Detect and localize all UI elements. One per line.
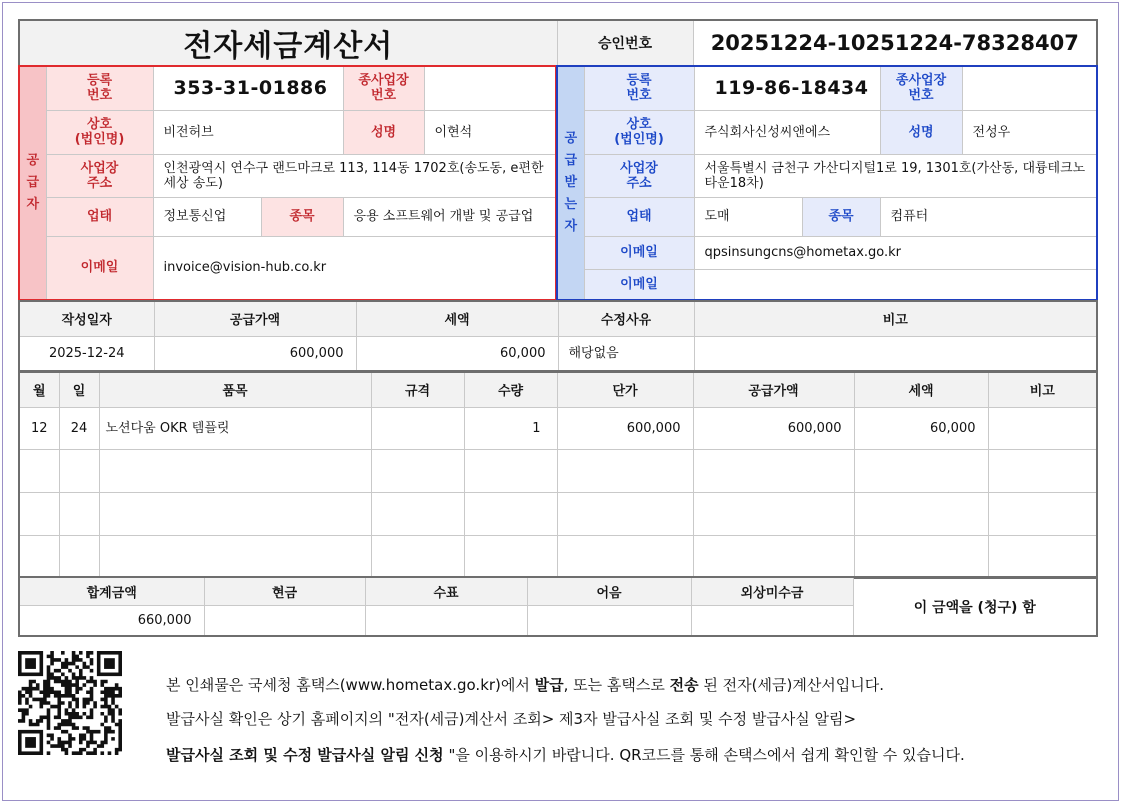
table-row [19, 492, 1097, 535]
items-header-unit-price: 단가 [557, 372, 693, 407]
buyer-item-value: 컴퓨터 [880, 197, 1097, 236]
item-month [19, 449, 59, 492]
item-unit-price [557, 535, 693, 578]
buyer-side-label [557, 66, 584, 300]
table-row [19, 535, 1097, 578]
buyer-email-value: qpsinsungcns@hometax.go.kr [694, 236, 1097, 269]
buyer-name-value: 전성우 [962, 110, 1097, 154]
supplier-reg-number: 353-31-01886 [153, 66, 343, 110]
summary-reason: 해당없음 [558, 336, 694, 371]
supplier-company-value: 비전허브 [153, 110, 343, 154]
summary-header-note: 비고 [694, 301, 1097, 336]
claim-text: 이 금액을 (청구) 함 [853, 577, 1097, 636]
buyer-table [556, 65, 1098, 301]
item-supply: 600,000 [693, 407, 854, 449]
supplier-type-label: 업태 [46, 197, 153, 236]
buyer-email2-value [694, 269, 1097, 300]
item-month [19, 492, 59, 535]
buyer-side-char-3: 받 [564, 175, 578, 190]
totals-table [18, 576, 1098, 637]
page-title: 전자세금계산서 [19, 20, 557, 66]
item-name [99, 492, 371, 535]
supplier-address-label: 사업장 주소 [46, 154, 153, 197]
totals-note [527, 605, 691, 636]
item-tax: 60,000 [854, 407, 988, 449]
item-note [988, 449, 1097, 492]
item-supply [693, 449, 854, 492]
item-qty [464, 535, 557, 578]
item-qty [464, 449, 557, 492]
buyer-company-value: 주식회사신성씨앤에스 [694, 110, 880, 154]
supplier-item-label: 종목 [261, 197, 343, 236]
items-header-tax: 세액 [854, 372, 988, 407]
supplier-address-value: 인천광역시 연수구 랜드마크로 113, 114동 1702호(송도동, e편한세상 송도) [153, 154, 556, 197]
items-table [18, 371, 1098, 579]
buyer-company-label: 상호 (법인명) [584, 110, 694, 154]
item-day [59, 492, 99, 535]
summary-tax: 60,000 [356, 336, 558, 371]
item-note [988, 492, 1097, 535]
summary-header-reason: 수정사유 [558, 301, 694, 336]
footer-text: 된 전자(세금)계산서입니다. [698, 676, 885, 694]
item-unit-price: 600,000 [557, 407, 693, 449]
footer-bold-send: 전송 [669, 676, 699, 694]
supplier-email-label: 이메일 [46, 236, 153, 300]
supplier-email-value: invoice@vision-hub.co.kr [153, 236, 556, 300]
supplier-side-char-3: 자 [26, 197, 40, 212]
footer-line-1 [166, 676, 884, 694]
item-note [988, 407, 1097, 449]
item-spec [371, 492, 464, 535]
item-supply [693, 535, 854, 578]
item-day [59, 535, 99, 578]
approval-number: 20251224-10251224-78328407 [693, 20, 1097, 66]
items-header-day: 일 [59, 372, 99, 407]
buyer-branch-label: 종사업장 번호 [880, 66, 962, 110]
totals-header-check: 수표 [365, 577, 527, 605]
items-header-spec: 규격 [371, 372, 464, 407]
supplier-name-value: 이현석 [424, 110, 556, 154]
buyer-branch-value [962, 66, 1097, 110]
item-spec [371, 535, 464, 578]
qr-code-icon [18, 651, 122, 755]
item-qty [464, 492, 557, 535]
supplier-side-label [19, 66, 46, 300]
items-header-qty: 수량 [464, 372, 557, 407]
footer-bold-issue: 발급 [534, 676, 564, 694]
supplier-reg-label: 등록 번호 [46, 66, 153, 110]
item-name [99, 535, 371, 578]
totals-sum: 660,000 [19, 605, 204, 636]
items-header-note: 비고 [988, 372, 1097, 407]
item-note [988, 535, 1097, 578]
approval-label: 승인번호 [557, 20, 693, 66]
buyer-side-char-5: 자 [564, 219, 578, 234]
item-unit-price [557, 492, 693, 535]
totals-header-cash: 현금 [204, 577, 365, 605]
buyer-reg-label: 등록 번호 [584, 66, 694, 110]
item-day [59, 449, 99, 492]
summary-header-tax: 세액 [356, 301, 558, 336]
item-spec [371, 449, 464, 492]
totals-header-credit: 외상미수금 [691, 577, 853, 605]
summary-header-supply: 공급가액 [154, 301, 356, 336]
summary-note [694, 336, 1097, 371]
items-header-month: 월 [19, 372, 59, 407]
buyer-address-label: 사업장 주소 [584, 154, 694, 197]
supplier-side-char-1: 공 [26, 153, 40, 168]
supplier-type-value: 정보통신업 [153, 197, 261, 236]
buyer-address-value: 서울특별시 금천구 가산디지털1로 19, 1301호(가산동, 대륭테크노타운18차) [694, 154, 1097, 197]
item-month: 12 [19, 407, 59, 449]
totals-cash [204, 605, 365, 636]
buyer-email-label: 이메일 [584, 236, 694, 269]
table-row [19, 449, 1097, 492]
supplier-company-label: 상호 (법인명) [46, 110, 153, 154]
items-header-supply: 공급가액 [693, 372, 854, 407]
buyer-name-label: 성명 [880, 110, 962, 154]
summary-supply: 600,000 [154, 336, 356, 371]
buyer-type-value: 도매 [694, 197, 802, 236]
supplier-branch-value [424, 66, 556, 110]
item-unit-price [557, 449, 693, 492]
footer-bold-request: 발급사실 조회 및 수정 발급사실 알림 신청 [166, 746, 444, 764]
totals-credit [691, 605, 853, 636]
buyer-email2-label: 이메일 [584, 269, 694, 300]
supplier-table [18, 65, 557, 301]
supplier-item-value: 응용 소프트웨어 개발 및 공급업 [343, 197, 556, 236]
summary-table [18, 300, 1098, 372]
footer-line-2: 발급사실 확인은 상기 홈페이지의 "전자(세금)계산서 조회> 제3자 발급사실 조회 및 수정 발급사실 알림> [166, 710, 857, 728]
item-supply [693, 492, 854, 535]
item-day: 24 [59, 407, 99, 449]
item-tax [854, 492, 988, 535]
footer-text: 본 인쇄물은 국세청 홈택스(www.hometax.go.kr)에서 [166, 676, 535, 694]
table-row [19, 407, 1097, 449]
item-tax [854, 449, 988, 492]
title-table [18, 19, 1098, 67]
buyer-side-char-4: 는 [564, 197, 578, 212]
footer-line-3 [166, 746, 965, 764]
summary-header-date: 작성일자 [19, 301, 154, 336]
item-spec [371, 407, 464, 449]
supplier-name-label: 성명 [343, 110, 424, 154]
footer-text: , 또는 홈택스로 [563, 676, 670, 694]
summary-date: 2025-12-24 [19, 336, 154, 371]
item-tax [854, 535, 988, 578]
items-header-item: 품목 [99, 372, 371, 407]
totals-header-sum: 합계금액 [19, 577, 204, 605]
item-month [19, 535, 59, 578]
footer-text: "을 이용하시기 바랍니다. QR코드를 통해 손택스에서 쉽게 확인할 수 있습니다. [443, 746, 965, 764]
totals-check [365, 605, 527, 636]
supplier-side-char-2: 급 [26, 175, 40, 190]
item-name: 노션다움 OKR 템플릿 [99, 407, 371, 449]
item-qty: 1 [464, 407, 557, 449]
buyer-side-char-1: 공 [564, 131, 578, 146]
buyer-reg-number: 119-86-18434 [694, 66, 880, 110]
buyer-item-label: 종목 [802, 197, 880, 236]
supplier-branch-label: 종사업장 번호 [343, 66, 424, 110]
buyer-type-label: 업태 [584, 197, 694, 236]
totals-header-note: 어음 [527, 577, 691, 605]
item-name [99, 449, 371, 492]
buyer-side-char-2: 급 [564, 153, 578, 168]
